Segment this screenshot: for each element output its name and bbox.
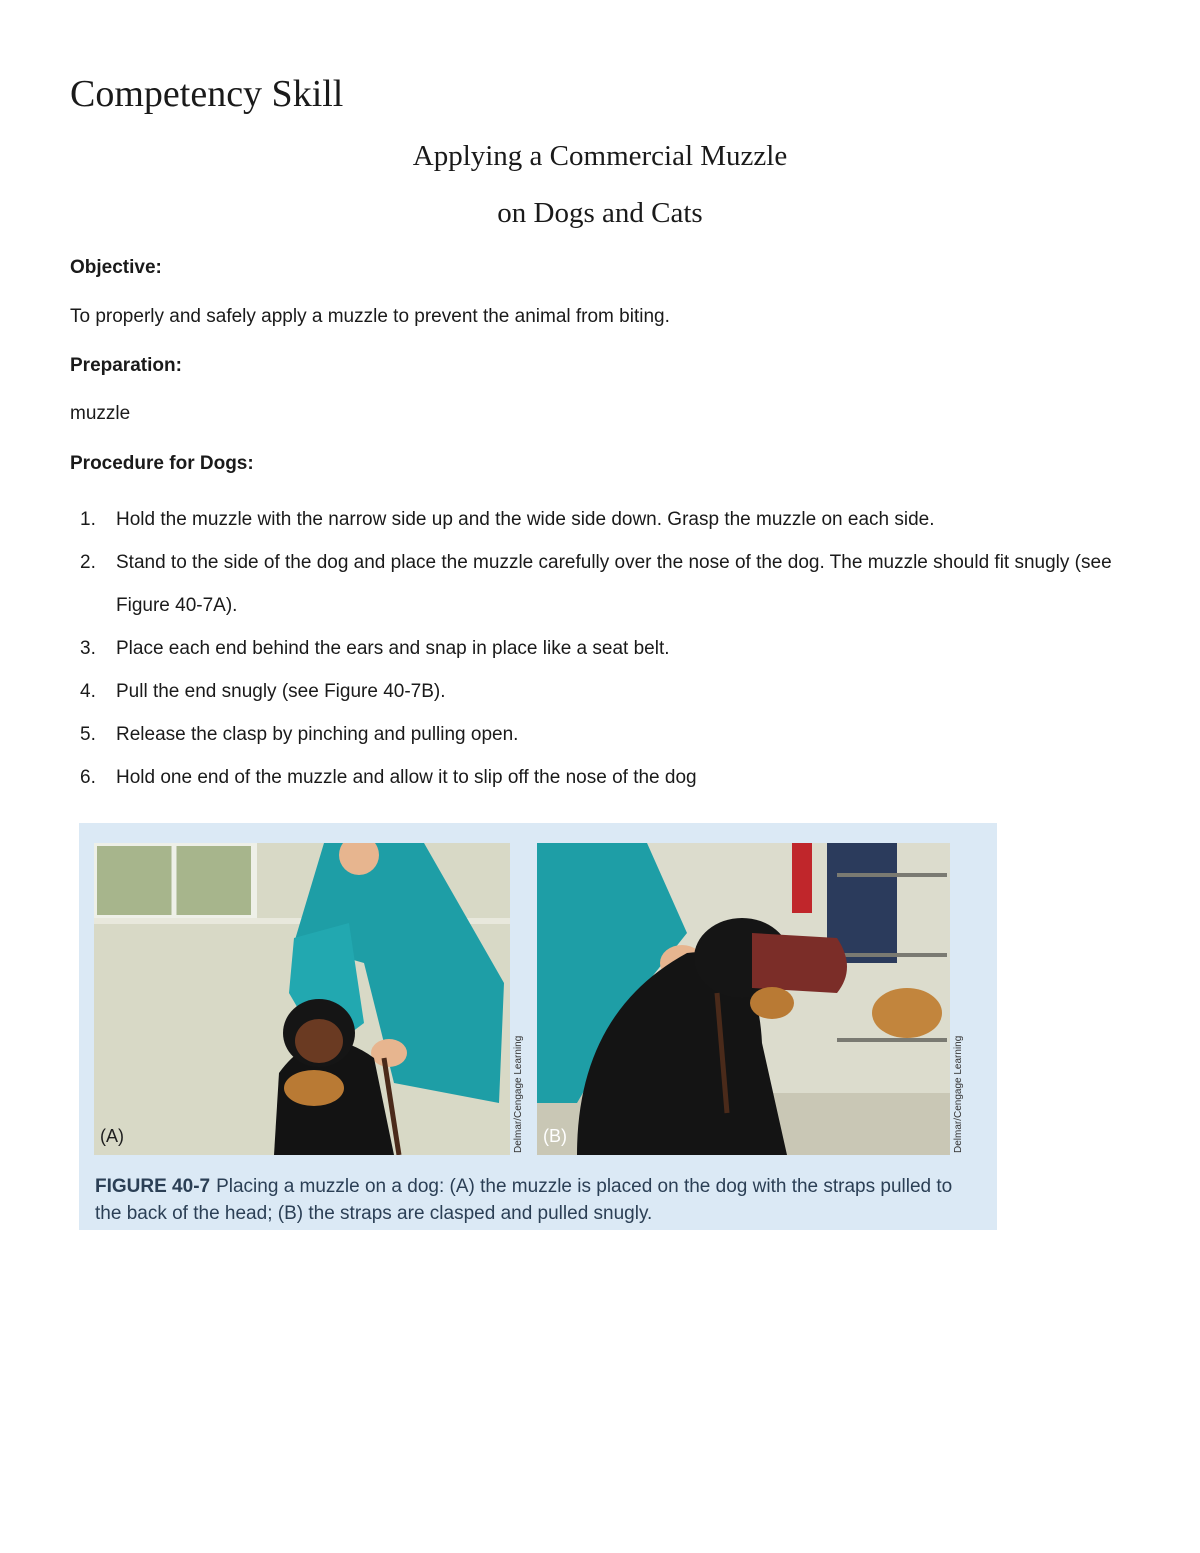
figure-40-7 xyxy=(79,823,997,1230)
page-heading: Competency Skill xyxy=(70,73,344,115)
procedure-step xyxy=(70,713,1120,756)
procedure-steps-list xyxy=(70,498,1120,799)
document-title-line-2: on Dogs and Cats xyxy=(497,197,703,229)
figure-photo-b xyxy=(537,843,950,1155)
objective-label: Objective: xyxy=(70,257,162,278)
step-text: Hold one end of the muzzle and allow it to slip off the nose of the dog xyxy=(116,767,697,788)
step-text: Place each end behind the ears and snap in place like a seat belt. xyxy=(116,638,670,659)
step-text: Hold the muzzle with the narrow side up and the wide side down. Grasp the muzzle on each side. xyxy=(116,509,935,530)
preparation-label: Preparation: xyxy=(70,355,182,376)
figure-caption-text: Placing a muzzle on a dog: (A) the muzzle is placed on the dog with the straps pulled to the back of the head; (B) the straps are clasped and pulled snugly. xyxy=(95,1176,953,1224)
procedure-step xyxy=(70,756,1120,799)
step-number: 5. xyxy=(80,724,96,745)
step-text: Pull the end snugly (see Figure 40-7B). xyxy=(116,681,446,702)
procedure-step xyxy=(70,627,1120,670)
preparation-text: muzzle xyxy=(70,403,131,424)
step-text: Stand to the side of the dog and place the muzzle carefully over the nose of the dog. The muzzle should fit snugly (see Figure 40-7A). xyxy=(116,552,1112,616)
panel-a-label: (A) xyxy=(100,1126,124,1146)
figure-number: FIGURE 40-7 xyxy=(95,1176,211,1197)
panel-b-label: (B) xyxy=(543,1126,567,1146)
objective-text: To properly and safely apply a muzzle to prevent the animal from biting. xyxy=(70,306,670,327)
step-text: Release the clasp by pinching and pulling open. xyxy=(116,724,519,745)
figure-caption xyxy=(95,1173,975,1227)
step-number: 6. xyxy=(80,767,96,788)
procedure-step xyxy=(70,541,1120,627)
procedure-step xyxy=(70,670,1120,713)
step-number: 1. xyxy=(80,509,96,530)
procedure-step xyxy=(70,498,1120,541)
photo-b-illustration xyxy=(537,843,950,1155)
photo-a-illustration xyxy=(94,843,510,1155)
step-number: 4. xyxy=(80,681,96,702)
photo-credit-a: Delmar/Cengage Learning xyxy=(513,1035,524,1153)
document-title-line-1: Applying a Commercial Muzzle xyxy=(412,140,788,172)
photo-credit-b: Delmar/Cengage Learning xyxy=(953,1035,964,1153)
step-number: 3. xyxy=(80,638,96,659)
procedure-dogs-label: Procedure for Dogs: xyxy=(70,453,254,474)
figure-photo-a xyxy=(94,843,510,1155)
step-number: 2. xyxy=(80,552,96,573)
